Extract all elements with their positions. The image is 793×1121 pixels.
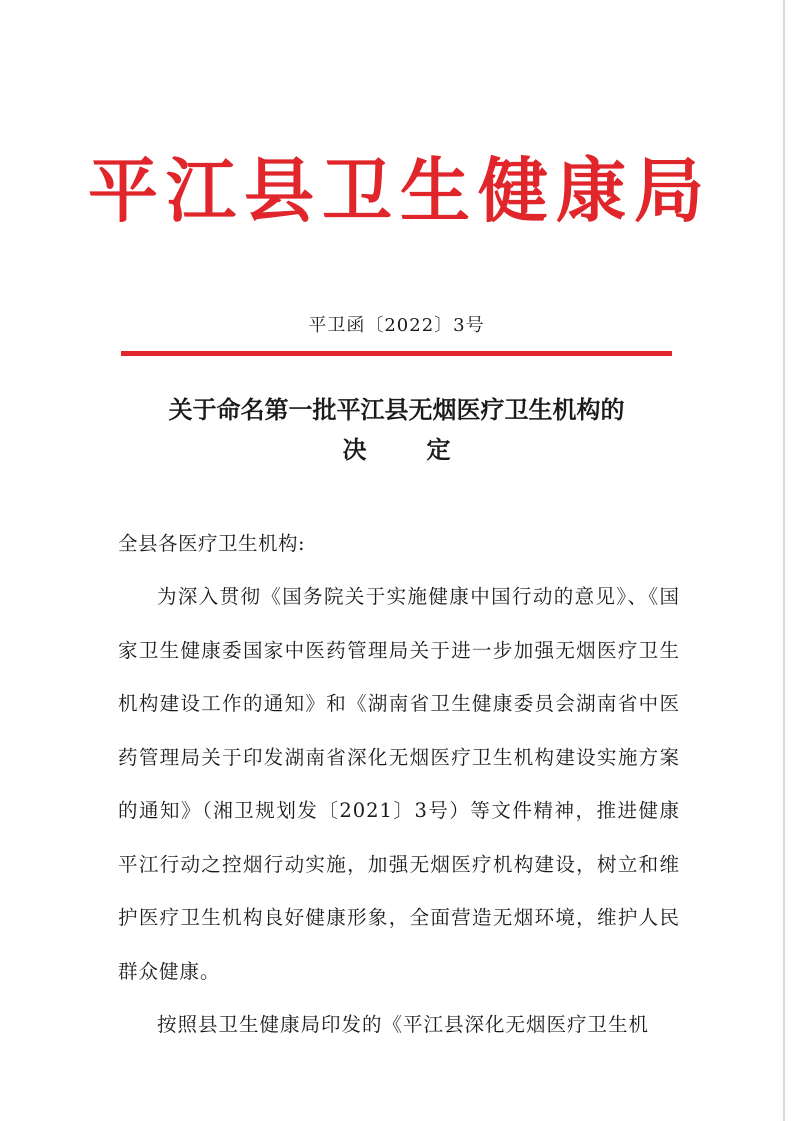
document-body: [118, 518, 680, 1052]
document-title-line-2: 决定: [342, 435, 511, 464]
document-title-line-1: 关于命名第一批平江县无烟医疗卫生机构的: [168, 395, 625, 424]
scan-edge-line: [783, 0, 785, 1121]
body-paragraph-1: 为深入贯彻《国务院关于实施健康中国行动的意见》、《国家卫生健康委国家中医药管理局关于进一步加强无烟医疗卫生机构建设工作的通知》和《湖南省卫生健康委员会湖南省中医药管理局关于印发湖南省深化无烟医疗卫生机构建设实施方案的通知》（湘卫规划发〔2021〕3号）等文件精神，推进健康平江行动之控烟行动实施，加强无烟医疗机构建设，树立和维护医疗卫生机构良好健康形象，全面营造无烟环境，维护人民群众健康。: [118, 585, 680, 983]
body-paragraph-2: 按照县卫生健康局印发的《平江县深化无烟医疗卫生机: [157, 1013, 650, 1036]
document-number: 平卫函〔2022〕3号: [308, 315, 485, 336]
red-divider-line: [121, 351, 672, 356]
issuing-organization-title: 平江县卫生健康局: [88, 150, 712, 232]
salutation: 全县各医疗卫生机构:: [118, 532, 306, 555]
